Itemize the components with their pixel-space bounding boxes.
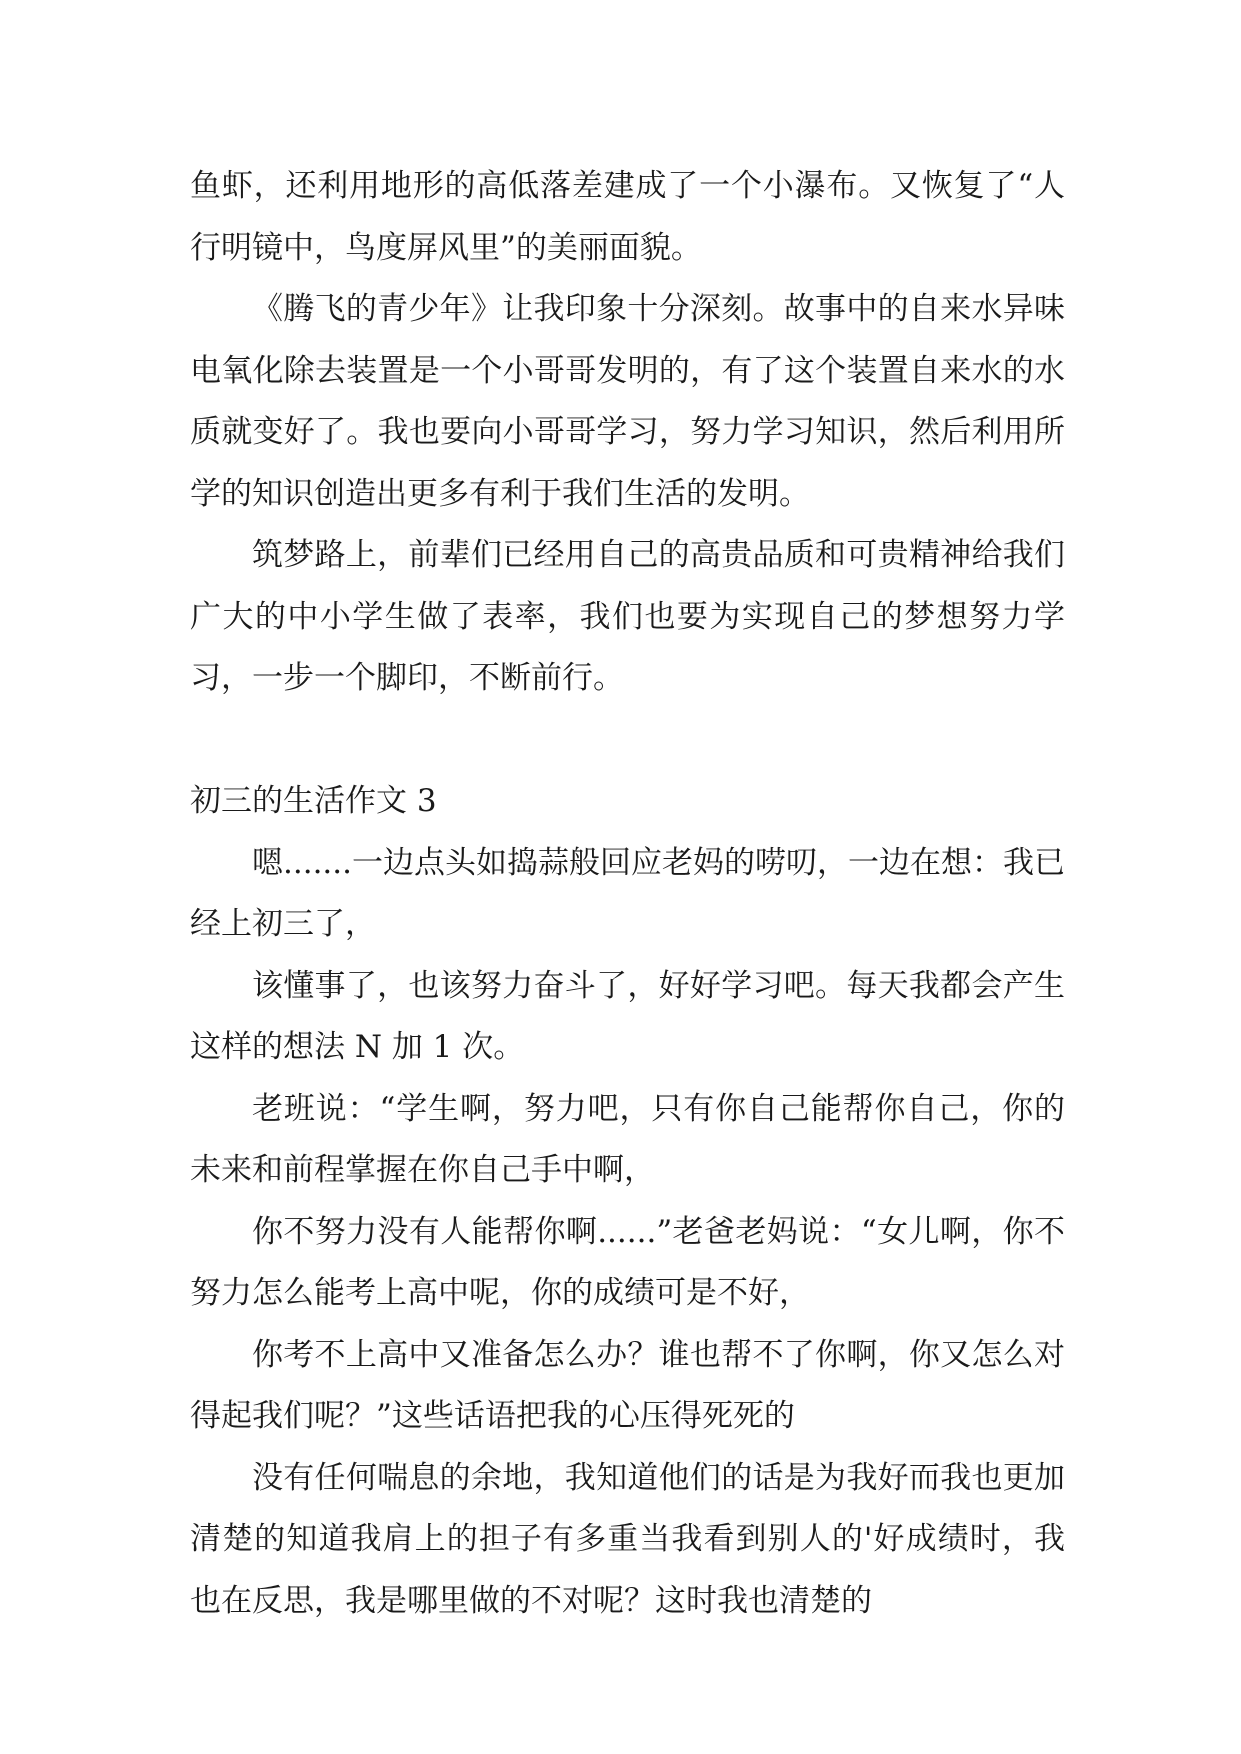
section-title: 初三的生活作文 3 [190, 783, 437, 819]
paragraph-zhumeng: 筑梦路上，前辈们已经用自己的高贵品质和可贵精神给我们广大的中小学生做了表率，我们也要为实现自己的梦想努力学习，一步一个脚印，不断前行。 [190, 537, 1065, 696]
paragraph-body: 该懂事了，也该努力奋斗了，好好学习吧。每天我都会产生这样的想法 N 加 1 次。 [190, 967, 1065, 1065]
paragraph-body: 你考不上高中又准备怎么办？谁也帮不了你啊，你又怎么对得起我们呢？”这些话语把我的心压得死死的 [190, 1336, 1065, 1434]
section-spacer [190, 710, 1065, 772]
paragraph-continuation: 鱼虾，还利用地形的高低落差建成了一个小瀑布。又恢复了“人行明镜中，鸟度屏风里”的美丽面貌。 [190, 168, 1065, 266]
document-body [190, 156, 1065, 1632]
paragraph-body: 嗯.......一边点头如捣蒜般回应老妈的唠叨，一边在想：我已经上初三了， [190, 844, 1065, 942]
paragraph-body: 没有任何喘息的余地，我知道他们的话是为我好而我也更加清楚的知道我肩上的担子有多重当我看到别人的'好成绩时，我也在反思，我是哪里做的不对呢？这时我也清楚的 [190, 1459, 1065, 1619]
paragraph-tengfei: 《腾飞的青少年》让我印象十分深刻。故事中的自来水异味电氧化除去装置是一个小哥哥发明的，有了这个装置自来水的水质就变好了。我也要向小哥哥学习，努力学习知识，然后利用所学的知识创造出更多有利于我们生活的发明。 [190, 291, 1065, 512]
paragraph-body: 你不努力没有人能帮你啊......”老爸老妈说：“女儿啊，你不努力怎么能考上高中呢，你的成绩可是不好， [190, 1213, 1065, 1311]
paragraph-body: 老班说：“学生啊，努力吧，只有你自己能帮你自己，你的未来和前程掌握在你自己手中啊， [190, 1090, 1065, 1188]
